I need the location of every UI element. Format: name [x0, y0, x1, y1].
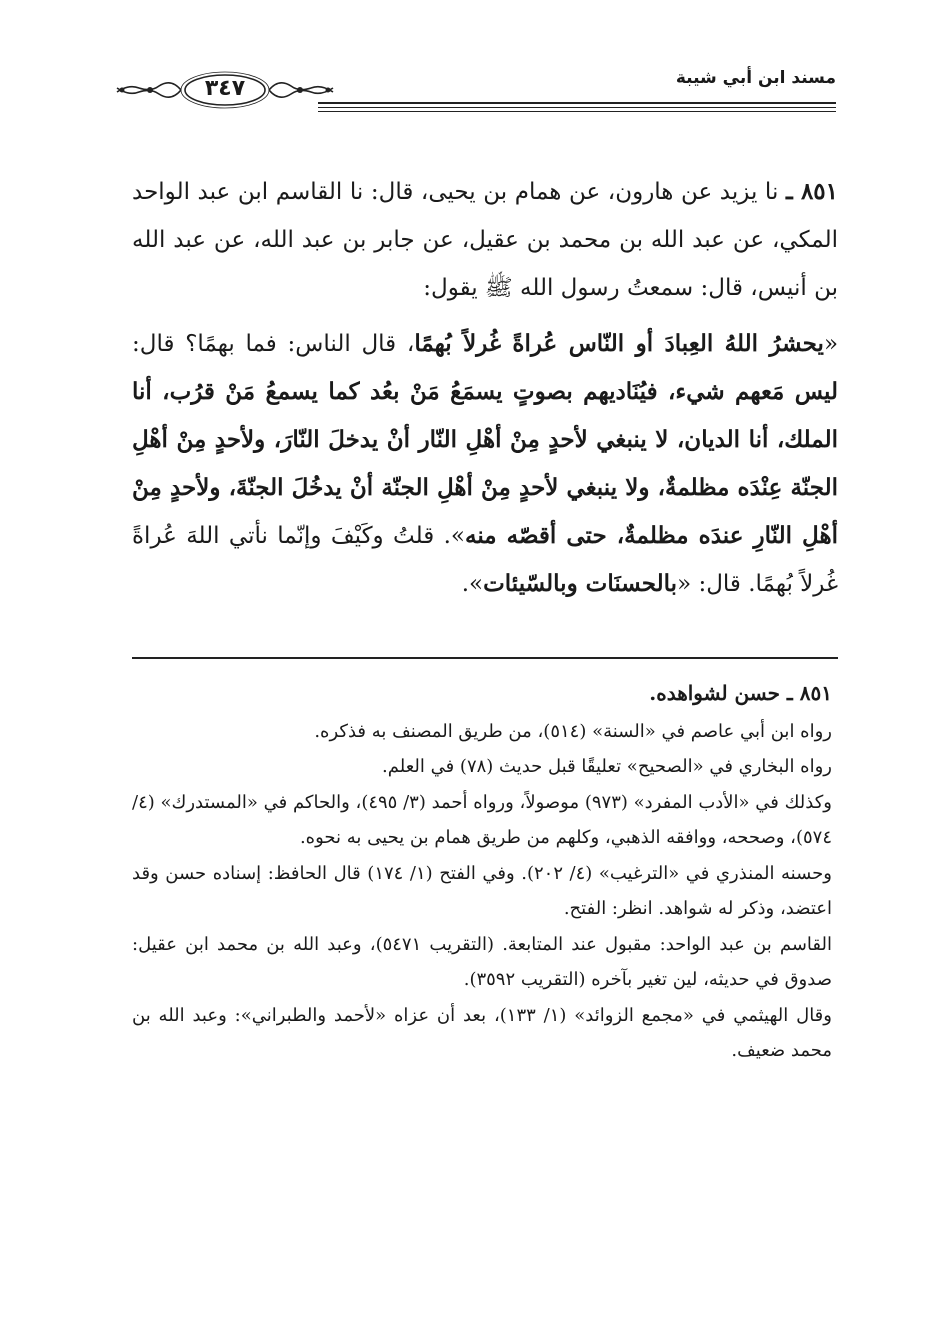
- header-rule: [318, 102, 836, 115]
- matn-segment: ». قلتُ وكَيْفَ وإنّما نأتي اللهَ عُراةً غُرلاً بُهمًا. قال: «: [132, 523, 838, 597]
- matn-segment: ».: [461, 571, 484, 597]
- matn-segment: ، قال الناس: فما بهمًا؟ قال:: [132, 331, 415, 357]
- footnote-line: وكذلك في «الأدب المفرد» (٩٧٣) موصولاً، ورواه أحمد (٣/ ٤٩٥)، والحاكم في «المستدرك» (٤/ ٥٧٤)، وصححه، ووافقه الذهبي، وكلهم من طريق همام بن يحيى به نحوه.: [132, 791, 832, 848]
- footnote-line: رواه ابن أبي عاصم في «السنة» (٥١٤)، من طريق المصنف به فذكره.: [314, 720, 832, 742]
- hadith-matn: [132, 320, 838, 608]
- footnote-line: القاسم بن عبد الواحد: مقبول عند المتابعة. (التقريب ٥٤٧١)، وعبد الله بن محمد ابن عقيل: صدوق في حديثه، لين تغير بآخره (التقريب ٣٥٩٢).: [132, 933, 832, 990]
- running-title: مسند ابن أبي شيبة: [675, 68, 836, 88]
- isnad-text: نا يزيد عن هارون، عن همام بن يحيى، قال: نا القاسم ابن عبد الواحد المكي، عن عبد الله بن محمد بن عقيل، عن جابر بن عبد الله، عن عبد الله بن أنيس، قال: سمعتُ رسول الله ﷺ يقول:: [132, 179, 838, 301]
- footnote-heading: ٨٥١ ـ حسن لشواهده.: [649, 681, 832, 705]
- page-header: [110, 66, 836, 126]
- footnote-line: وقال الهيثمي في «مجمع الزوائد» (١/ ١٣٣)، بعد أن عزاه «لأحمد والطبراني»: وعبد الله بن محمد ضعيف.: [132, 1004, 832, 1061]
- matn-bold-segment: ليس مَعهم شيء، فيُنَاديهم بصوتٍ يسمَعُ مَنْ بعُد كما يسمعُ مَنْ قرُب، أنا الملك، أنا الديان، لا ينبغي لأحدٍ مِنْ أهْلِ النّار أنْ يدخلَ النّارَ، ولأحدٍ مِنْ أهْلِ الجنّة عِنْدَه مظلمةٌ، ولا ينبغي لأحدٍ مِنْ أهْلِ الجنّة أنْ يدخُلَ الجنّةَ، ولأحدٍ مِنْ أهْلِ النّارِ عندَه مظلمةٌ، حتى أقصّه منه: [132, 378, 838, 549]
- footnote-line: رواه البخاري في «الصحيح» تعليقًا قبل حديث (٧٨) في العلم.: [382, 756, 832, 777]
- page-number: ٣٤٧: [204, 76, 246, 101]
- footnote-divider: [132, 657, 838, 659]
- matn-bold-segment: يحشرُ اللهُ العِبادَ أو النّاس عُراةً غُرلاً بُهمًا: [414, 330, 824, 357]
- footnotes: [132, 676, 832, 1069]
- footnote-line: وحسنه المنذري في «الترغيب» (٤/ ٢٠٢). وفي الفتح (١/ ١٧٤) قال الحافظ: إسناده حسن وقد اعتضد، وذكر له شواهد. انظر: الفتح.: [132, 862, 832, 919]
- hadith-number: ٨٥١ ـ: [785, 178, 839, 205]
- hadith-isnad: [132, 168, 838, 312]
- hadith-text: [132, 168, 838, 608]
- matn-bold-segment: بالحسنَات وبالسّيئات: [483, 570, 678, 597]
- matn-segment: «: [823, 331, 839, 357]
